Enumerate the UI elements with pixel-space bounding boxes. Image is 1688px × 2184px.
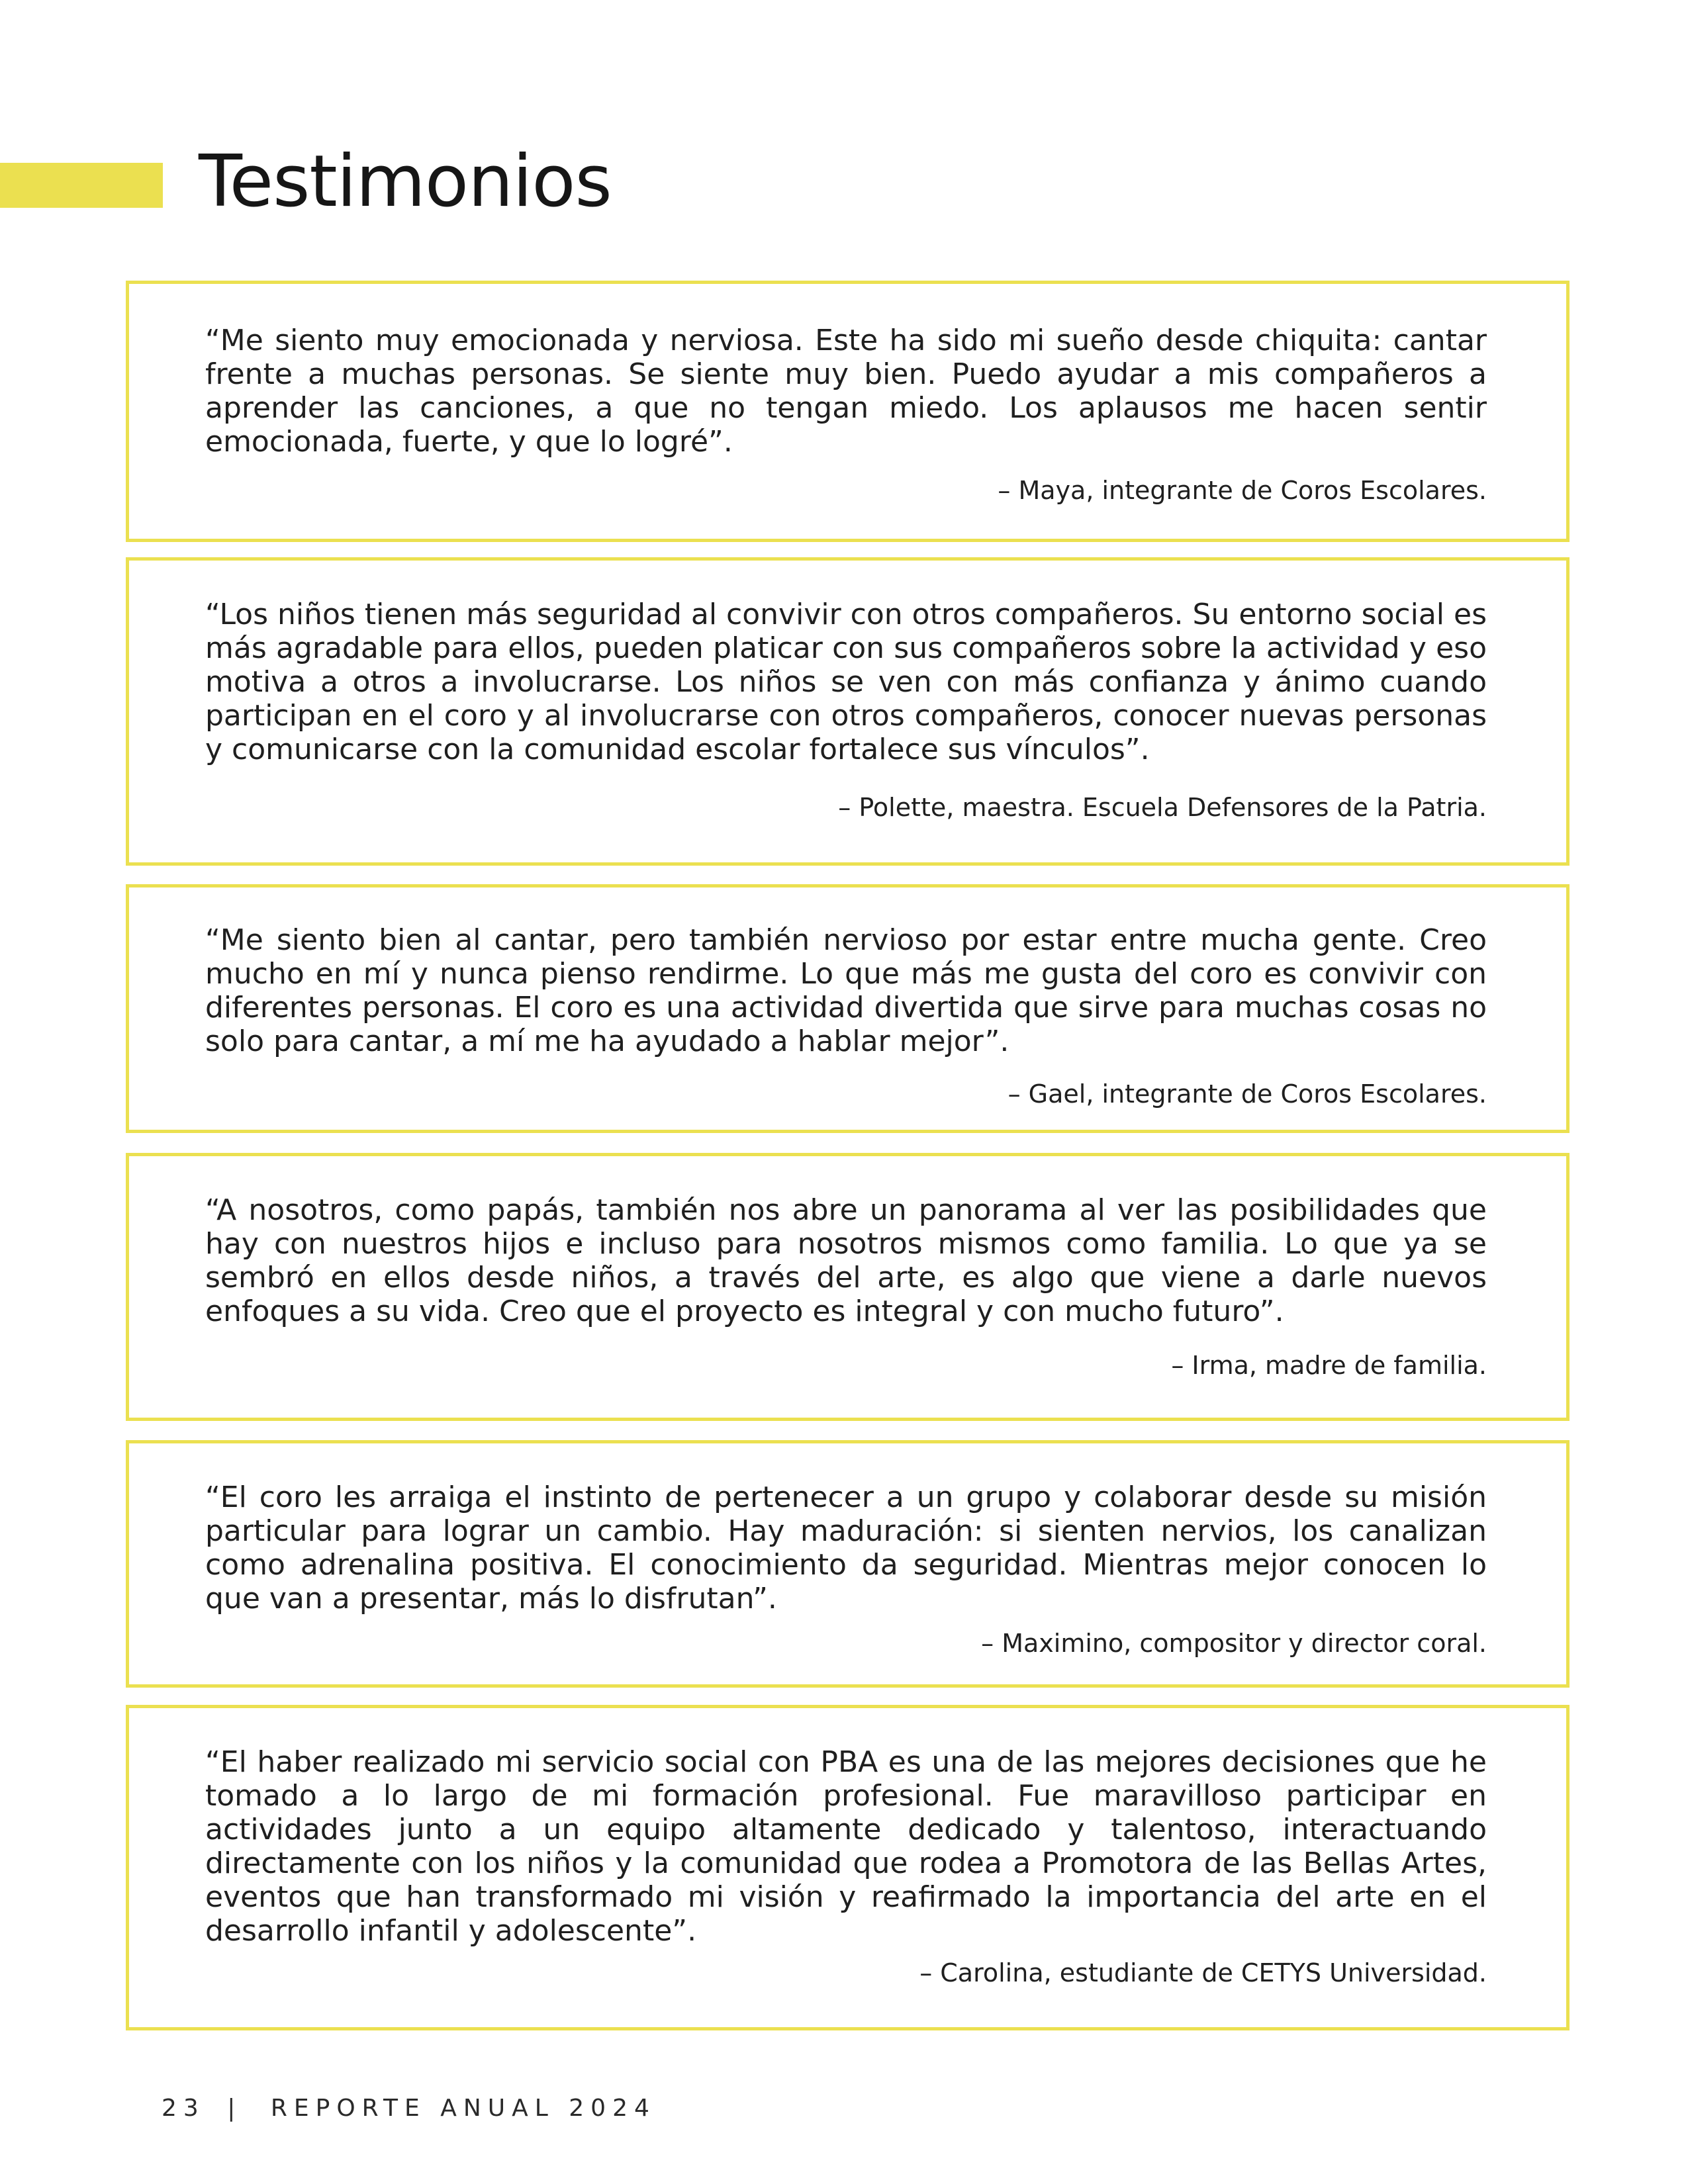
testimonial-quote: “Me siento bien al cantar, pero también nervioso por estar entre mucha gente. Creo mucho en mí y nunca pienso rendirme. Lo que más me gusta del coro es convivir con diferentes personas. El coro es una actividad divertida que sirve para muchas cosas no solo para cantar, a mí me ha ayudado a hablar mejor”. <box>205 923 1487 1058</box>
testimonial-quote: “A nosotros, como papás, también nos abre un panorama al ver las posibilidades que hay con nuestros hijos e incluso para nosotros mismos como familia. Lo que ya se sembró en ellos desde niños, a través del arte, es algo que viene a darle nuevos enfoques a su vida. Creo que el proyecto es integral y con mucho futuro”. <box>205 1193 1487 1328</box>
testimonial-card <box>126 1705 1570 2030</box>
testimonial-quote: “Los niños tienen más seguridad al convivir con otros compañeros. Su entorno social es más agradable para ellos, pueden platicar con sus compañeros sobre la actividad y eso motiva a otros a involucrarse. Los niños se ven con más confianza y ánimo cuando participan en el coro y al involucrarse con otros compañeros, conocer nuevas personas y comunicarse con la comunidad escolar fortalece sus vínculos”. <box>205 598 1487 766</box>
page-footer <box>162 2094 656 2123</box>
testimonial-author: – Gael, integrante de Coros Escolares. <box>1008 1079 1487 1109</box>
page-number: 23 <box>162 2095 205 2122</box>
testimonial-card <box>126 1153 1570 1421</box>
testimonial-card <box>126 557 1570 866</box>
testimonial-author: – Irma, madre de familia. <box>1171 1351 1487 1380</box>
testimonial-card <box>126 1440 1570 1688</box>
footer-separator: | <box>227 2095 242 2122</box>
testimonial-quote: “Me siento muy emocionada y nerviosa. Este ha sido mi sueño desde chiquita: cantar frente a muchas personas. Se siente muy bien. Puedo ayudar a mis compañeros a aprender las canciones, a que no tengan miedo. Los aplausos me hacen sentir emocionada, fuerte, y que lo logré”. <box>205 324 1487 459</box>
testimonial-author: – Polette, maestra. Escuela Defensores de la Patria. <box>838 793 1487 822</box>
title-accent-bar <box>0 163 163 208</box>
testimonial-author: – Maya, integrante de Coros Escolares. <box>998 476 1487 505</box>
report-label: REPORTE ANUAL 2024 <box>270 2095 656 2122</box>
testimonial-card <box>126 884 1570 1133</box>
testimonial-card <box>126 281 1570 542</box>
testimonial-author: – Carolina, estudiante de CETYS Universidad. <box>919 1958 1487 1987</box>
testimonial-quote: “El haber realizado mi servicio social con PBA es una de las mejores decisiones que he tomado a lo largo de mi formación profesional. Fue maravilloso participar en actividades junto a un equipo altamente dedicado y talentoso, interactuando directamente con los niños y la comunidad que rodea a Promotora de las Bellas Artes, eventos que han transformado mi visión y reafirmado la importancia del arte en el desarrollo infantil y adolescente”. <box>205 1745 1487 1948</box>
testimonial-quote: “El coro les arraiga el instinto de pertenecer a un grupo y colaborar desde su misión particular para lograr un cambio. Hay maduración: si sienten nervios, los canalizan como adrenalina positiva. El conocimiento da seguridad. Mientras mejor conocen lo que van a presentar, más lo disfrutan”. <box>205 1480 1487 1615</box>
page-title: Testimonios <box>199 140 612 223</box>
testimonial-author: – Maximino, compositor y director coral. <box>981 1629 1487 1658</box>
